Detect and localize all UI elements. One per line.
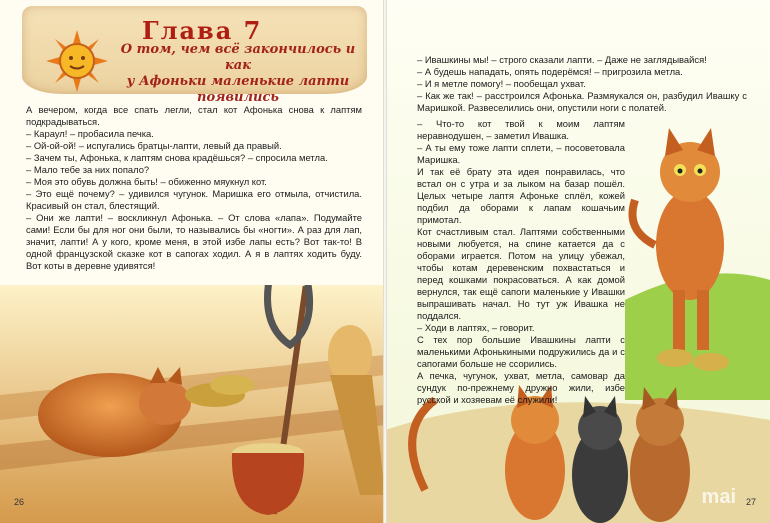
page-number: 26 (14, 497, 25, 507)
sun-icon (46, 30, 108, 92)
book-spine (383, 0, 387, 523)
chapter-title: Глава 7 (142, 16, 263, 45)
right-page (385, 0, 770, 523)
chapter-header (22, 6, 367, 105)
chapter-subtitle: О том, чем всё закончилось и как у Афоньки маленькие лапти появились (120, 42, 356, 105)
right-page-top-text: – Ивашкины мы! – строго сказали лапти. – Даже не заглядывайся! – А будешь нападать, опять подерёмся! – пригрозила метла. – И я метле помогу! – пообещал ухват. – Как же так! – расстроился Афонька. Размяукался он, разбудил Ивашку с Маришкой. Развеселились они, опустили ноги с полатей. (417, 54, 747, 113)
watermark: mai (701, 486, 736, 508)
left-page-text: А вечером, когда все спать легли, стал кот Афонька снова к лаптям подкрадываться. – Караул! – пробасила печка. – Ой-ой-ой! – испугались братцы-лапти, левый да правый. – Зачем ты, Афонька, к лаптям снова крадёшься? – спросила метла. – Мало тебе за них попало? – Моя это обувь должна быть! – обиженно мяукнул кот. – Это ещё почему? – удивился чугунок. Маришка его отмыла, отчистила. Красивый он стал, блестящий. – Они же лапти! – воскликнул Афонька. – От слова «лапа». Подумайте сами! Если бы для ног они были, то назывались бы «ногти». А раз для лап, значит, лапти! А у кого, кроме меня, в этой избе лапы есть? Вот так-то! В одной французской сказке кот в сапогах ходил. А я в лаптях ходить буду. Вот коты в деревне удивятся! (26, 104, 362, 271)
right-page-column-text: – Что-то кот твой к моим лаптям неравнодушен, – заметил Ивашка. – А ты ему тоже лапти сплети, – посоветовала Маришка. И так её брату эта идея понравилась, что встал он с утра и за лыком на базар пошёл. Целых четыре лаптя Афоньке сплёл, кожей подбил да оборами к лапам кошачьим примотал. Кот счастливым стал. Лаптями собственными новыми любуется, на спине катается да с оборами играется. Потом на улицу убежал, чтобы котам деревенским похвастаться и перед кошками покрасоваться. А как домой вернулся, так ещё сапоги маленькие у Ивашки выпрашивать начал. Но тут уж Ивашка не поддался. – Ходи в лаптях, – говорит. С тех пор большие Ивашкины лапти с маленькими Афонькиными подружились да и с сапогами больше не ссорились. А печка, чугунок, ухват, метла, самовар да сундук по-прежнему дружно жили, избе русской и хозяевам её служили! (417, 118, 625, 405)
left-illustration (0, 285, 385, 523)
page-number: 27 (745, 497, 756, 507)
